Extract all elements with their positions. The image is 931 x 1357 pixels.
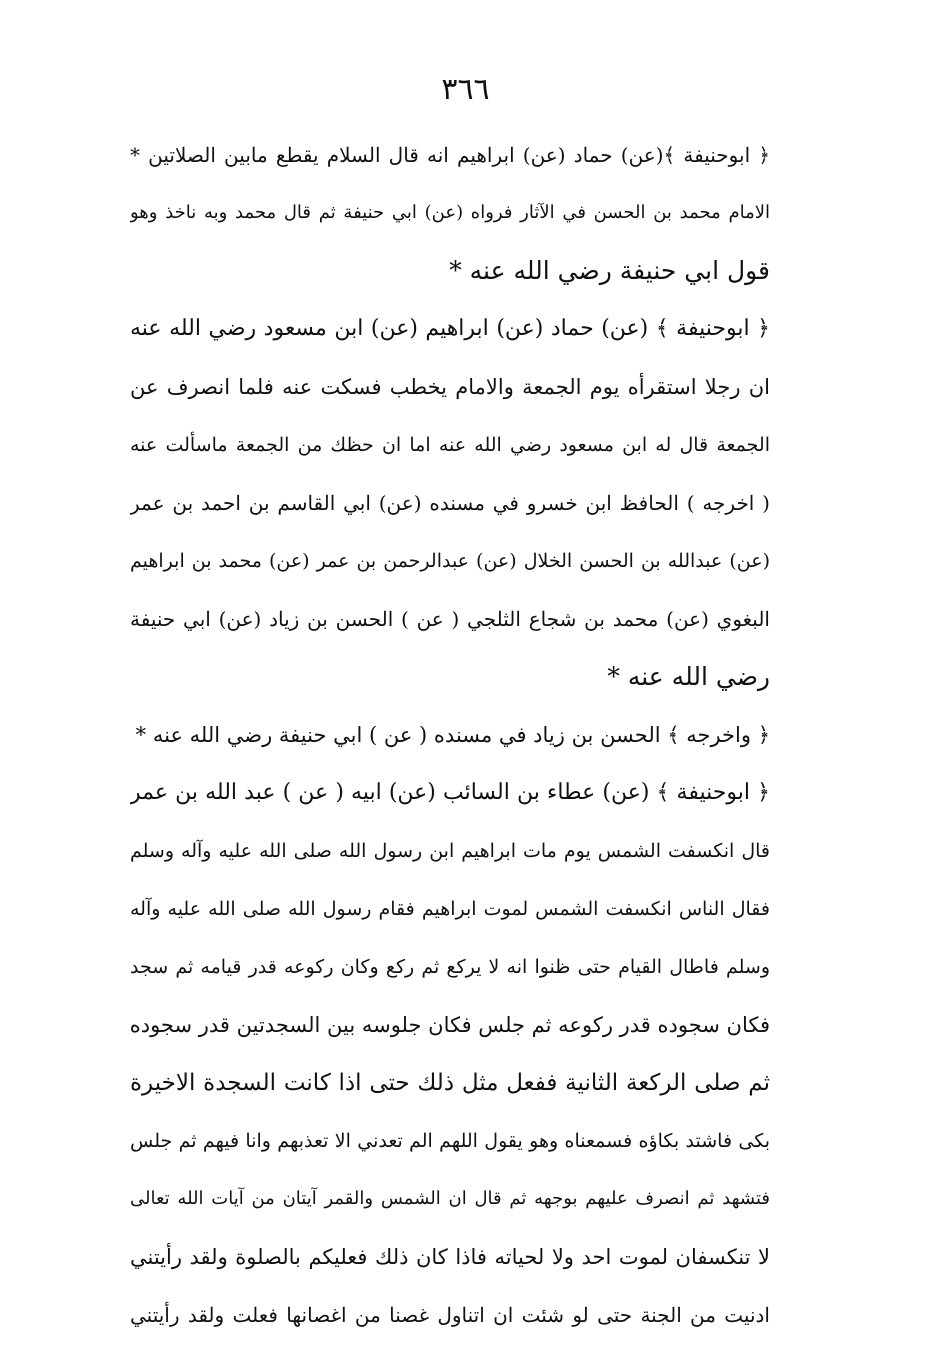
text-line: الجمعة قال له ابن مسعود رضي الله عنه اما ان حظك من الجمعة ماسألت عنه xyxy=(130,434,770,456)
text-line: ﴿ ابوحنيفة ﴾ (عن) عطاء بن السائب (عن) ابيه ( عن ) عبد الله بن عمر xyxy=(130,780,770,805)
text-line: ( اخرجه ) الحافظ ابن خسرو في مسنده (عن) ابي القاسم بن احمد بن عمر xyxy=(130,491,770,515)
text-line: ﴿ واخرجه ﴾ الحسن بن زياد في مسنده ( عن ) ابي حنيفة رضي الله عنه * xyxy=(135,723,770,747)
text-line: رضي الله عنه * xyxy=(607,662,770,691)
text-body xyxy=(130,126,770,1344)
text-line: ثم صلى الركعة الثانية ففعل مثل ذلك حتى اذا كانت السجدة الاخيرة xyxy=(130,1070,770,1096)
text-line: وسلم فاطال القيام حتى ظنوا انه لا يركع ثم ركع وكان ركوعه قدر قيامه ثم سجد xyxy=(130,956,770,978)
text-line: البغوي (عن) محمد بن شجاع الثلجي ( عن ) الحسن بن زياد (عن) ابي حنيفة xyxy=(130,607,770,631)
text-line: فقال الناس انكسفت الشمس لموت ابراهيم فقام رسول الله صلى الله عليه وآله xyxy=(130,898,770,920)
page-number: ٣٦٦ xyxy=(441,72,490,107)
text-line: ﴿ ابوحنيفة ﴾(عن) حماد (عن) ابراهيم انه قال السلام يقطع مابين الصلاتين * xyxy=(130,143,770,167)
text-line: (عن) عبدالله بن الحسن الخلال (عن) عبدالرحمن بن عمر (عن) محمد بن ابراهيم xyxy=(130,550,770,572)
text-line: الامام محمد بن الحسن في الآثار فرواه (عن) ابي حنيفة ثم قال محمد وبه ناخذ وهو xyxy=(130,202,770,223)
text-line: ان رجلا استقرأه يوم الجمعة والامام يخطب فسكت عنه فلما انصرف عن xyxy=(130,375,770,399)
text-line: ﴿ ابوحنيفة ﴾ (عن) حماد (عن) ابراهيم (عن) ابن مسعود رضي الله عنه xyxy=(130,316,770,341)
text-line: قال انكسفت الشمس يوم مات ابراهيم ابن رسول الله صلى الله عليه وآله وسلم xyxy=(130,840,770,862)
text-line: بكى فاشتد بكاؤه فسمعناه وهو يقول اللهم الم تعدني الا تعذبهم وانا فيهم ثم جلس xyxy=(130,1130,770,1152)
text-line: فكان سجوده قدر ركوعه ثم جلس فكان جلوسه بين السجدتين قدر سجوده xyxy=(130,1013,770,1037)
text-line: فتشهد ثم انصرف عليهم بوجهه ثم قال ان الشمس والقمر آيتان من آيات الله تعالى xyxy=(130,1188,770,1209)
text-line: قول ابي حنيفة رضي الله عنه * xyxy=(449,256,770,285)
text-line: ادنيت من الجنة حتى لو شئت ان اتناول غصنا من اغصانها فعلت ولقد رأيتني xyxy=(130,1303,770,1327)
text-line: لا تنكسفان لموت احد ولا لحياته فاذا كان ذلك فعليكم بالصلوة ولقد رأيتني xyxy=(130,1245,770,1269)
